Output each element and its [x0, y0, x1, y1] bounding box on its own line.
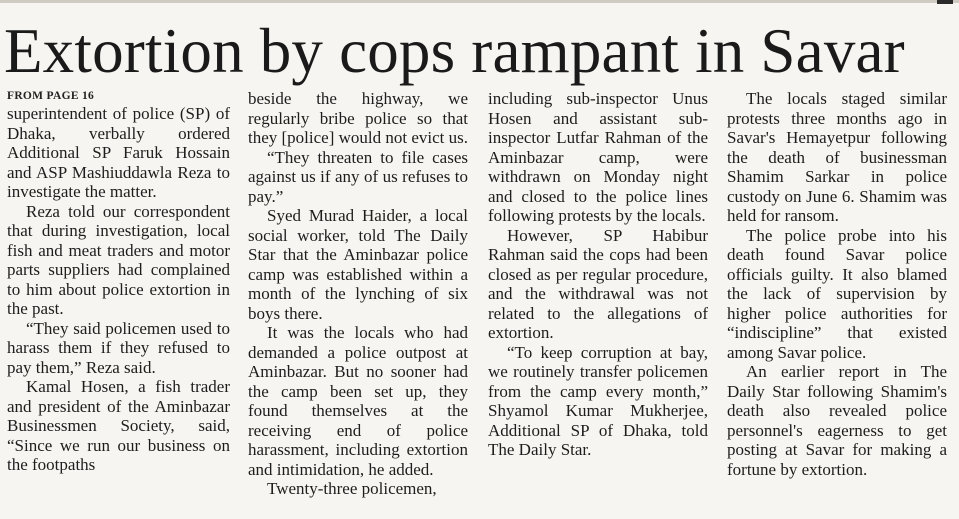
article-paragraph: The locals staged similar protests three months ago in Savar's Hemayetpur following the death of businessman Shamim Sarkar in police custody on June 6. Shamim was held for ransom. [727, 89, 947, 225]
article-paragraph: Kamal Hosen, a fish trader and president of the Aminbazar Businessmen Society, said, “Since we run our business on the footpaths [7, 377, 230, 474]
article-column-4 [727, 89, 947, 519]
article-paragraph: Syed Murad Haider, a local social worker, told The Daily Star that the Aminbazar police camp was established within a month of the lynching of six boys there. [248, 206, 468, 323]
article-paragraph: However, SP Habibur Rahman said the cops had been closed as per regular procedure, and the withdrawal was not related to the allegations of extortion. [488, 225, 708, 342]
article-paragraph: An earlier report in The Daily Star following Shamim's death also revealed police personnel's eagerness to get posting at Savar for making a fortune by extortion. [727, 362, 947, 479]
article-paragraph: “To keep corruption at bay, we routinely transfer policemen from the camp every month,” Shyamol Kumar Mukherjee, Additional SP of Dhaka, told The Daily Star. [488, 342, 708, 459]
article-column-3 [488, 89, 708, 519]
article-headline: Extortion by cops rampant in Savar [4, 16, 905, 86]
article-column-1 [7, 89, 230, 519]
continuation-kicker: FROM PAGE 16 [7, 90, 95, 102]
article-paragraph: Twenty-three policemen, [267, 479, 437, 498]
article-paragraph: superintendent of police (SP) of Dhaka, verbally ordered Additional SP Faruk Hossain and ASP Mashiuddawla Reza to investigate the matter. [7, 104, 230, 201]
article-paragraph: Reza told our correspondent that during investigation, local fish and meat traders and motor parts suppliers had complained to him about police extortion in the past. [7, 201, 230, 318]
corner-mark [937, 0, 953, 4]
article-paragraph: “They threaten to file cases against us if any of us refuses to pay.” [248, 147, 468, 206]
article-paragraph: The police probe into his death found Savar police officials guilty. It also blamed the lack of supervision by higher police authorities for “indiscipline” that existed among Savar police. [727, 225, 947, 362]
article-paragraph: “They said policemen used to harass them if they refused to pay them,” Reza said. [7, 318, 230, 377]
top-rule [0, 0, 959, 3]
article-paragraph: beside the highway, we regularly bribe police so that they [police] would not evict us. [248, 89, 468, 147]
article-paragraph: It was the locals who had demanded a police outpost at Aminbazar. But no sooner had the camp been set up, they found themselves at the receiving end of police harassment, including extortion and intimidation, he added. [248, 323, 468, 479]
article-column-2 [248, 89, 468, 519]
article-paragraph: including sub-inspector Unus Hosen and assistant sub-inspector Lutfar Rahman of the Aminbazar camp, were withdrawn on Monday night and closed to the police lines following protests by the locals. [488, 89, 708, 225]
